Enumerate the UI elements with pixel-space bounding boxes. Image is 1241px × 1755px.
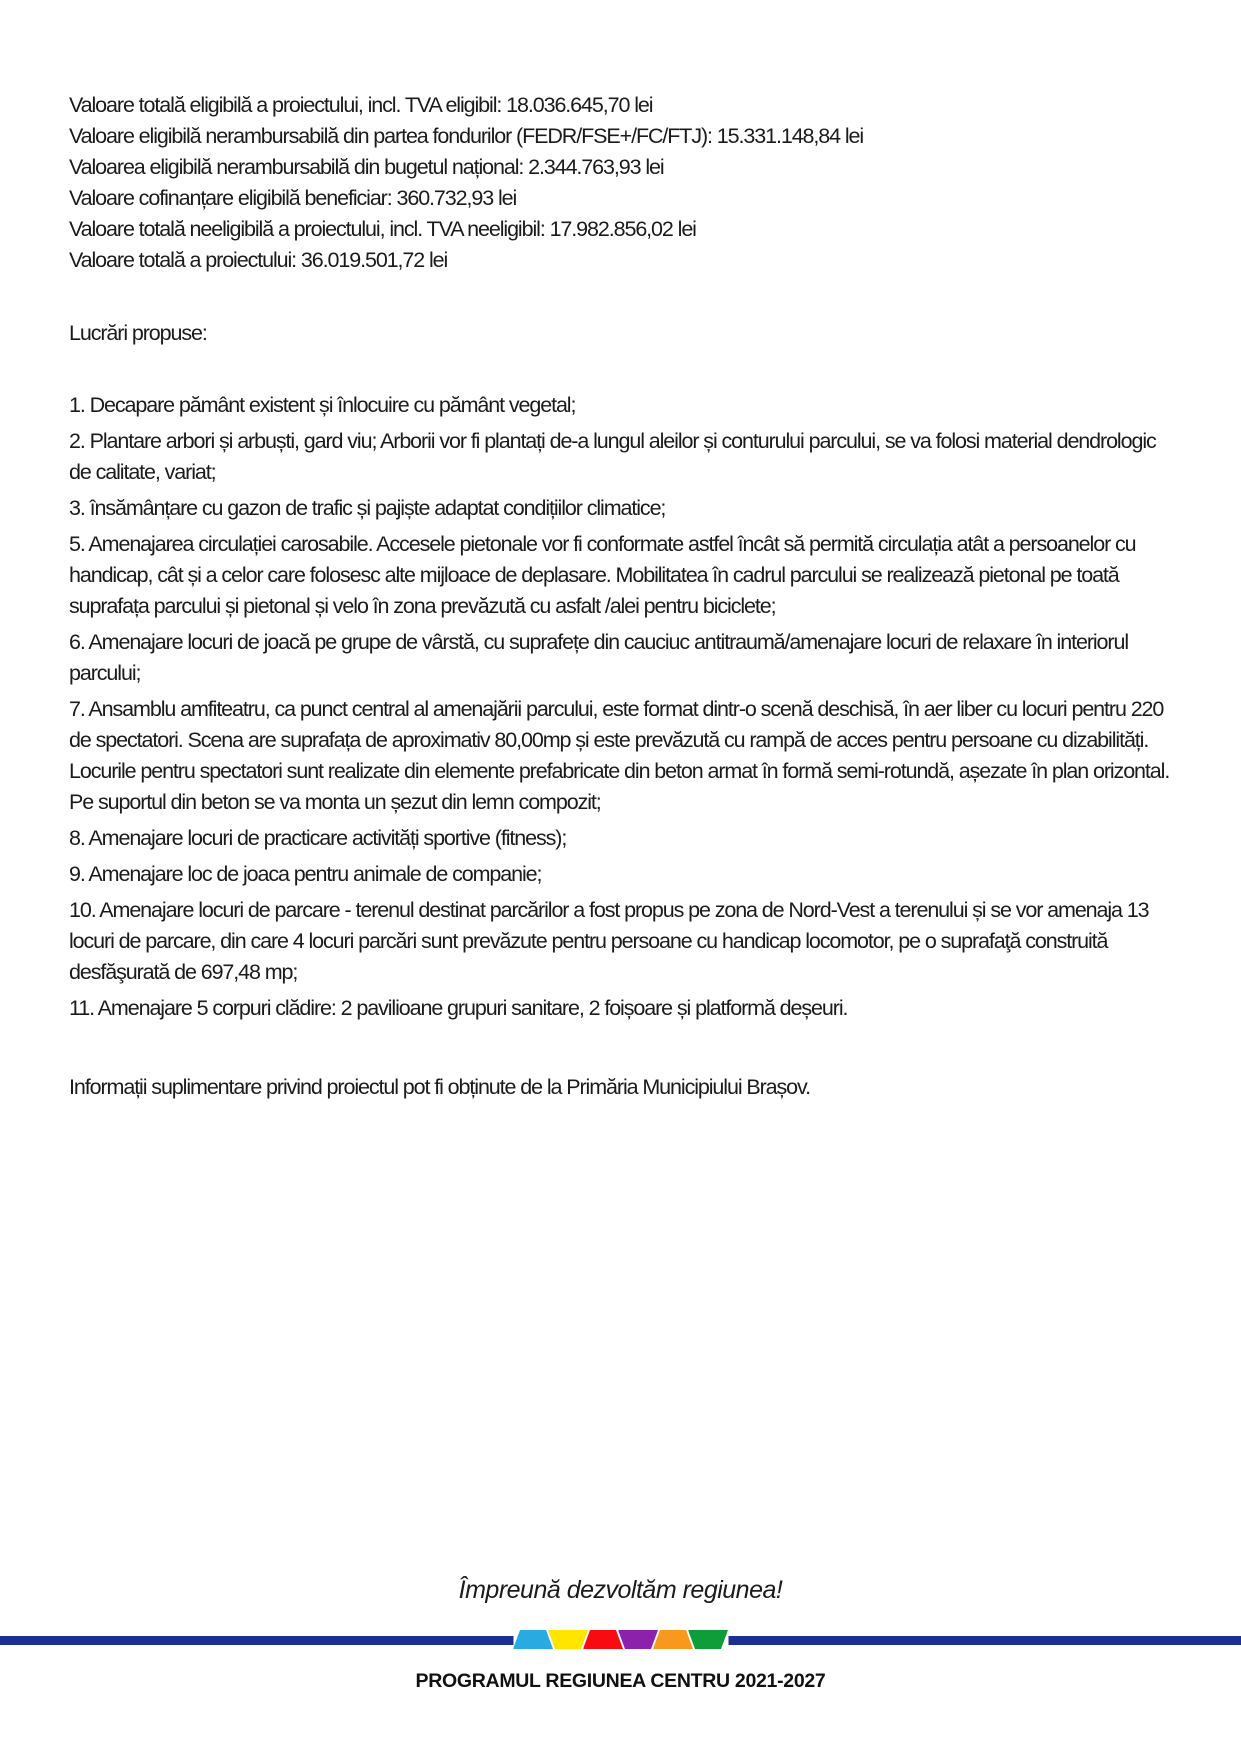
value-line: Valoarea eligibilă nerambursabilă din bugetul național: 2.344.763,93 lei (69, 155, 664, 179)
works-heading: Lucrări propuse: (69, 321, 207, 345)
additional-info-line: Informații suplimentare privind proiectul pot fi obținute de la Primăria Municipiului Brașov. (69, 1075, 810, 1099)
work-item: 7. Ansamblu amfiteatru, ca punct central al amenajării parcului, este format dintr-o scenă deschisă, în aer liber cu locuri pentru 220 de spectatori. Scena are suprafața de aproximativ 80,00mp și este prevăzută cu rampă de acces pentru persoane cu dizabilități. Locurile pentru spectatori sunt realizate din elemente prefabricate din beton armat în formă semi-rotundă, așezate în plan orizontal. Pe suportul din beton se va monta un șezut din lemn compozit; (69, 697, 1170, 814)
value-line: Valoare cofinanțare eligibilă beneficiar: 360.732,93 lei (69, 186, 517, 210)
band-trapezoid-green-icon (688, 1630, 728, 1649)
works-list (69, 390, 1173, 1024)
value-line: Valoare totală eligibilă a proiectului, incl. TVA eligibil: 18.036.645,70 lei (69, 93, 653, 117)
value-line: Valoare eligibilă nerambursabilă din partea fondurilor (FEDR/FSE+/FC/FTJ): 15.331.148,84 lei (69, 124, 864, 148)
project-values-block (69, 90, 1173, 276)
band-trapezoid-orange-icon (653, 1630, 693, 1649)
work-item: 10. Amenajare locuri de parcare - terenul destinat parcărilor a fost propus pe zona de Nord-Vest a terenului și se vor amenaja 13 locuri de parcare, din care 4 locuri parcări sunt prevăzute pentru persoane cu handicap locomotor, pe o suprafaţă construită desfăşurată de 697,48 mp; (69, 898, 1149, 984)
work-item: 5. Amenajarea circulației carosabile. Accesele pietonale vor fi conformate astfel încât să permită circulația atât a persoanelor cu handicap, cât și a celor care folosesc alte mijloace de deplasare. Mobilitatea în cadrul parcului se realizează pietonal pe toată suprafața parcului și pietonal și velo în zona prevăzută cu asfalt /alei pentru biciclete; (69, 532, 1136, 618)
program-footer-title: PROGRAMUL REGIUNEA CENTRU 2021-2027 (415, 1670, 826, 1692)
band-trapezoid-red-icon (583, 1630, 623, 1649)
value-line: Valoare totală neeligibilă a proiectului, incl. TVA neeligibil: 17.982.856,02 lei (69, 217, 696, 241)
band-trapezoid-purple-icon (618, 1630, 658, 1649)
band-trapezoid-yellow-icon (548, 1630, 588, 1649)
program-slogan: Împreună dezvoltăm regiunea! (458, 1576, 783, 1604)
work-item: 8. Amenajare locuri de practicare activități sportive (fitness); (69, 826, 567, 850)
band-trapezoid-cyan-icon (513, 1630, 553, 1649)
work-item: 1. Decapare pământ existent și înlocuire cu pământ vegetal; (69, 393, 576, 417)
footer-color-band (513, 1630, 728, 1649)
value-line: Valoare totală a proiectului: 36.019.501,72 lei (69, 248, 448, 272)
work-item: 6. Amenajare locuri de joacă pe grupe de vârstă, cu suprafețe din cauciuc antitraumă/amenajare locuri de relaxare în interiorul parcului; (69, 630, 1128, 685)
work-item: 9. Amenajare loc de joaca pentru animale de companie; (69, 862, 542, 886)
work-item: 2. Plantare arbori și arbuști, gard viu; Arborii vor fi plantați de-a lungul aleilor și conturului parcului, se va folosi material dendrologic de calitate, variat; (69, 429, 1156, 484)
work-item: 3. însămânțare cu gazon de trafic și pajiște adaptat condițiilor climatice; (69, 496, 666, 520)
work-item: 11. Amenajare 5 corpuri clădire: 2 pavilioane grupuri sanitare, 2 foișoare și platformă deșeuri. (69, 996, 848, 1020)
document-body (69, 90, 1173, 1103)
